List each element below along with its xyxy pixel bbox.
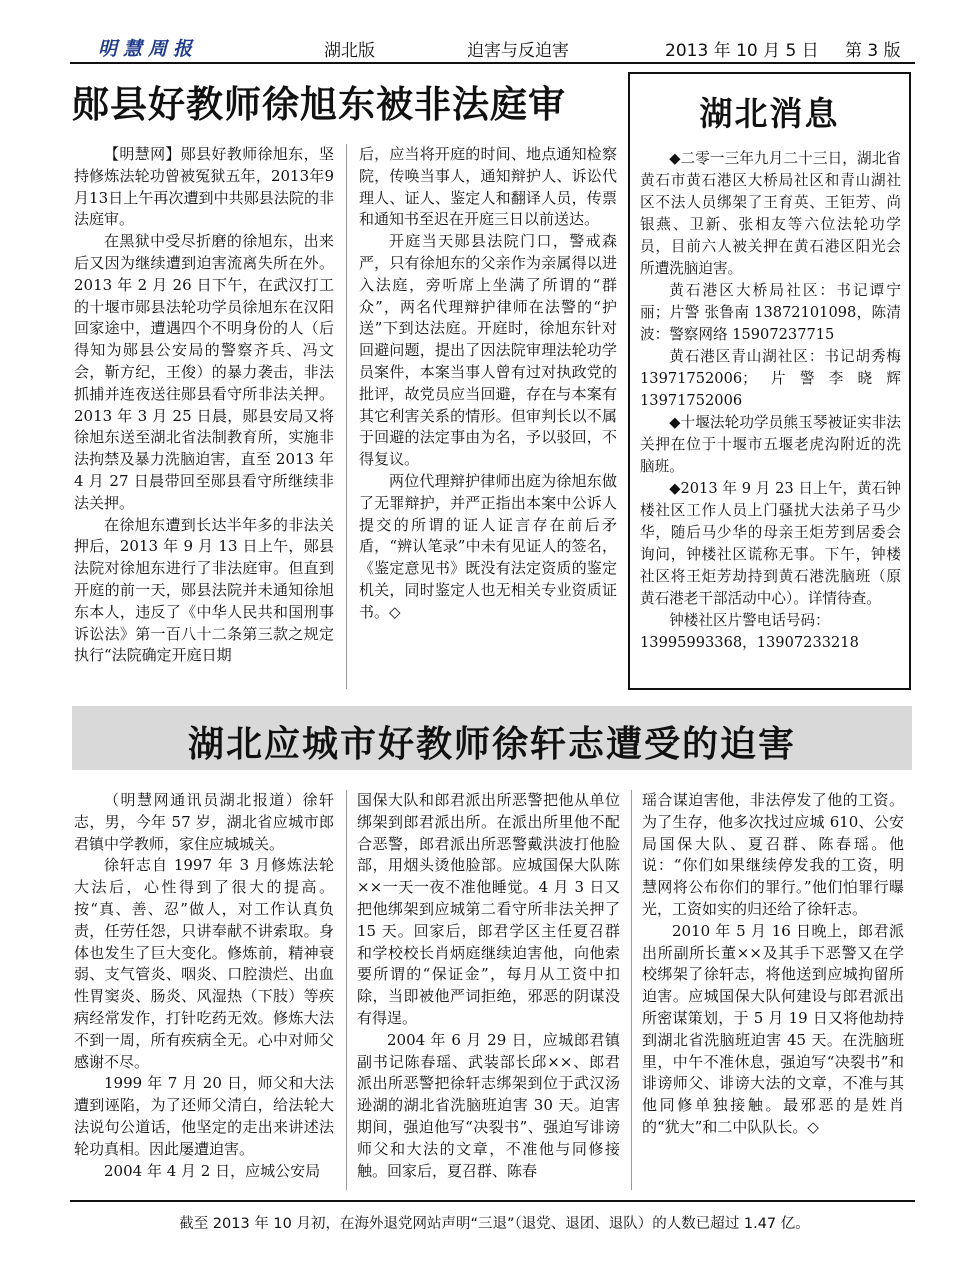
paragraph: 两位代理辩护律师出庭为徐旭东做了无罪辩护，并严正指出本案中公诉人提交的所谓的证人证言存在前后矛盾，“辨认笔录”中未有见证人的签名，《鉴定意见书》既没有法定资质的鉴定机关，同时鉴定人也无相关专业资质证书。◇ [359, 471, 617, 621]
article2-column-3 [642, 790, 904, 1139]
paragraph: 2004 年 4 月 2 日，应城公安局 [104, 1161, 321, 1180]
paragraph: 瑶合谋迫害他，非法停发了他的工资。为了生存，他多次找过应城 610、公安局国保大队、夏召群、陈春瑶。他说：“你们如果继续停发我的工资，明慧网将公布你们的罪行。”他们怕罪行曝光，工资如实的归还给了徐轩志。 [642, 791, 904, 918]
news-item: ◆2013 年 9 月 23 日上午，黄石钟楼社区工作人员上门骚扰大法弟子马少华，随后马少华的母亲王炬芳到居委会询问，钟楼社区谎称无事。下午，钟楼社区将王炬芳劫持到黄石港洗脑班（原黄石港老干部活动中心）。详情待查。 [640, 480, 901, 607]
paragraph: 【明慧网】郧县好教师徐旭东，坚持修炼法轮功曾被冤狱五年，2013年9月13日上午再次遭到中共郧县法院的非法庭审。 [74, 145, 334, 229]
column-divider [631, 790, 632, 1190]
issue-date: 2013 年 10 月 5 日 [665, 41, 819, 61]
paragraph: 1999 年 7 月 20 日，师父和大法遭到诬陷，为了还师父清白，给法轮大法说句公道话，他坚定的走出来讲述法轮功真相。因此屡遭迫害。 [74, 1074, 334, 1158]
contact-info: 黄石港区青山湖社区：书记胡秀梅 13971752006；片警李晓辉 13971752006 [640, 348, 901, 409]
paragraph: （明慧网通讯员湖北报道）徐轩志，男，今年 57 岁，湖北省应城市郎君镇中学教师，家住应城城关。 [74, 791, 334, 853]
column-divider [346, 144, 347, 689]
article2-title: 湖北应城市好教师徐轩志遭受的迫害 [187, 724, 796, 765]
paragraph: 2004 年 6 月 29 日，应城郎君镇副书记陈春瑶、武装部长邱××、郎君派出所恶警把徐轩志绑架到位于武汉汤逊湖的湖北省洗脑班迫害 30 天。迫害期间，强迫他写“决裂书”、强迫写诽谤师父和大法的文章，不准他与同修接触。回家后，夏召群、陈春 [357, 1030, 620, 1180]
column-divider [346, 790, 347, 1190]
masthead: 明慧周报 [98, 38, 199, 60]
paragraph: 后，应当将开庭的时间、地点通知检察院，传唤当事人，通知辩护人、诉讼代理人、证人、鉴定人和翻译人员，传票和通知书至迟在开庭三日以前送达。 [359, 145, 617, 229]
hubei-news-box [628, 72, 911, 690]
contact-info: 黄石港区大桥局社区：书记谭宁丽；片警 张鲁南 13872101098，陈清波：警察网络 15907237715 [640, 282, 901, 343]
section-label: 迫害与反迫害 [467, 41, 569, 61]
footer-notice: 截至 2013 年 10 月初，在海外退党网站声明“三退”（退党、退团、退队）的人数已超过 1.47 亿。 [179, 1216, 810, 1232]
article2-column-2 [357, 790, 620, 1182]
sidebar-title: 湖北消息 [699, 94, 840, 133]
article2-column-1 [74, 790, 334, 1182]
news-item: ◆二零一三年九月二十三日，湖北省黄石市黄石港区大桥局社区和青山湖社区不法人员绑架了王育英、王钜芳、尚银燕、卫新、张相友等六位法轮功学员，目前六人被关押在黄石港区阳光会所遭洗脑迫害。 [640, 150, 901, 277]
header-rule [70, 62, 915, 64]
paragraph: 开庭当天郧县法院门口，警戒森严，只有徐旭东的父亲作为亲属得以进入法庭，旁听席上坐满了所谓的“群众”，两名代理辩护律师在法警的“护送”下到达法庭。开庭时，徐旭东针对回避问题，提出了因法院审理法轮功学员案件，本案当事人曾有过对执政党的批评，故党员应当回避，存在与本案有其它利害关系的情形。但审判长以不属于回避的法定事由为名，予以驳回，不得复议。 [359, 232, 617, 469]
page-header [70, 30, 915, 64]
article1-title: 郧县好教师徐旭东被非法庭审 [72, 83, 566, 126]
page-number: 第 3 版 [845, 41, 901, 61]
paragraph: 国保大队和郎君派出所恶警把他从单位绑架到郎君派出所。在派出所里他不配合恶警，郎君派出所恶警戴洪波打他脸部，用烟头烫他脸部。应城国保大队陈××一天一夜不准他睡觉。4 月 3 日又把他绑架到应城第二看守所非法关押了 15 天。回家后，郎君学区主任夏召群和学校校长肖炳庭继续迫害他，向他索要所谓的“保证金”，每月从工资中扣除，当即被他严词拒绝，邪恶的阴谋没有得逞。 [357, 791, 620, 1027]
article1-column-2 [359, 144, 617, 624]
news-item: ◆十堰法轮功学员熊玉琴被证实非法关押在位于十堰市五堰老虎沟附近的洗脑班。 [640, 414, 901, 475]
paragraph: 在黑狱中受尽折磨的徐旭东，出来后又因为继续遭到迫害流离失所在外。2013 年 2 月 26 日下午，在武汉打工的十堰市郧县法轮功学员徐旭东在汉阳回家途中，遭遇四个不明身份的人（后得知为郧县公安局的警察齐兵、冯文会，靳方纪，王俊）的暴力袭击，非法抓捕并连夜送往郧县看守所非法关押。2013 年 3 月 25 日晨，郧县安局又将徐旭东送至湖北省法制教育所，实施非法拘禁及暴力洗脑迫害，直至 2013 年 4 月 27 日晨带回至郧县看守所继续非法关押。 [74, 232, 334, 512]
sidebar-body [640, 148, 901, 654]
contact-info: 钟楼社区片警电话号码： [669, 612, 830, 629]
footer-rule [70, 1200, 915, 1202]
article1-column-1 [74, 144, 334, 667]
paragraph: 2010 年 5 月 16 日晚上，郎君派出所副所长董××及其手下恶警又在学校绑架了徐轩志，将他送到应城拘留所迫害。应城国保大队何建设与郎君派出所密谋策划，于 5 月 19 日又将他劫持到湖北省洗脑班迫害 45 天。在洗脑班里，中午不准休息，强迫写“决裂书”和诽谤师父、诽谤大法的文章，不准与其他同修单独接触。最邪恶的是姓肖的“犹大”和二中队队长。◇ [642, 921, 904, 1136]
article2-banner [72, 706, 912, 770]
edition-label: 湖北版 [324, 41, 375, 61]
phone-numbers: 13995993368，13907233218 [640, 634, 859, 651]
paragraph: 在徐旭东遭到长达半年多的非法关押后，2013 年 9 月 13 日上午，郧县法院对徐旭东进行了非法庭审。但直到开庭的前一天，郧县法院并未通知徐旭东本人，违反了《中华人民共和国刑事诉讼法》第一百八十二条第三款之规定执行“法院确定开庭日期 [74, 515, 334, 665]
paragraph: 徐轩志自 1997 年 3 月修炼法轮大法后，心性得到了很大的提高。按“真、善、忍”做人，对工作认真负责，任劳任怨，只讲奉献不讲索取。身体也发生了巨大变化。修炼前，精神衰弱、支气管炎、咽炎、口腔溃烂、出血性胃窦炎、肠炎、风湿热（下肢）等疾病经常发作，打针吃药无效。修炼大法不到一周，所有疾病全无。心中对师父感谢不尽。 [74, 856, 334, 1071]
